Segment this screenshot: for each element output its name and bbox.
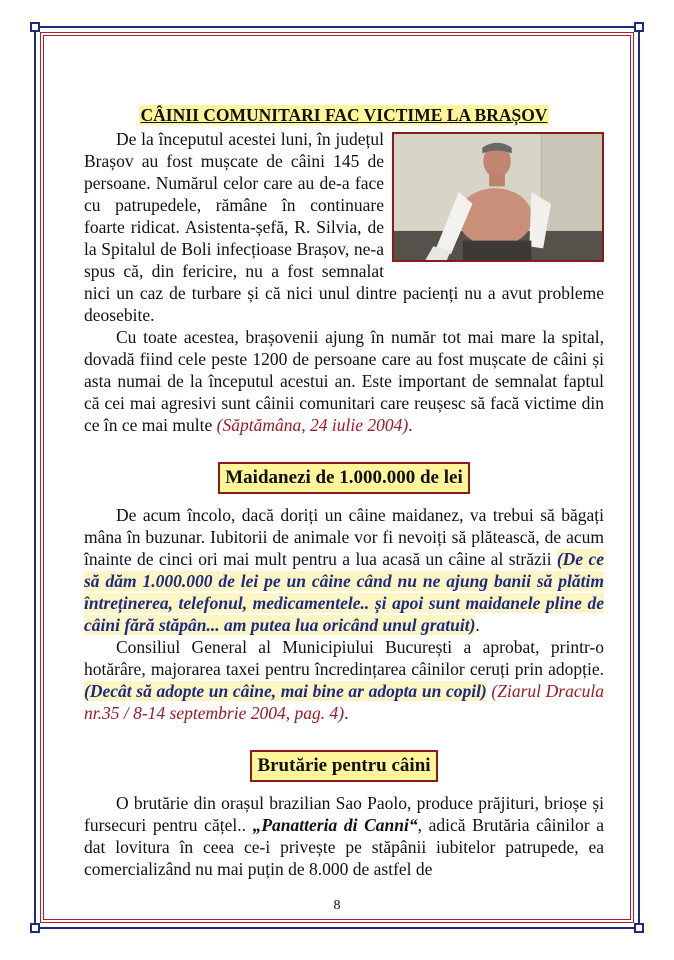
page-content <box>84 104 604 880</box>
man-bandaged-arms-photo <box>392 132 604 262</box>
article1-paragraph-1: De la începutul acestei luni, în județul Brașov au fost mușcate de câini 145 de persoane. Numărul celor care au de-a face cu patrupedele, rămâne în continuare foarte ridicat. Asistenta-șefă, R. Silvia, de la Spitalul de Boli infecțioase Brașov, ne-a spus că, din fericire, nu a fost semnalat nici un caz de turbare și că nici unul dintre pacienți nu a avut probleme deosebite. <box>84 129 604 325</box>
page-number: 8 <box>333 898 341 913</box>
article1-citation: (Săptămâna, 24 iulie 2004) <box>216 415 409 435</box>
article2-paragraph-1: De acum încolo, dacă doriți un câine maidanez, va trebui să băgați mâna în buzunar. Iubitorii de animale vor fi nevoiți să plătească, de acum înainte de cinci ori mai mult pentru a lua acasă un câine al străzii (De ce să dăm 1.000.000 de lei pe un câine când nu ne ajung banii să plătim întreținerea, telefonul, medicamentele.. și apoi sunt maidanele pline de câini fără stăpân... am putea lua oricând unul gratuit). <box>84 505 604 635</box>
bakery-name: „Panatteria di Canni“ <box>252 815 418 835</box>
article3-title-wrap <box>84 750 604 782</box>
article2-citation: (Ziarul Dracula nr.35 / 8-14 septembrie 2004, pag. 4) <box>84 681 604 723</box>
frame-corner <box>634 923 644 933</box>
frame-corner <box>634 22 644 32</box>
photo-illustration <box>394 134 602 260</box>
article2-paragraph-2: Consiliul General al Municipiului București a aprobat, printr-o hotărâre, majorarea taxei pentru încredințarea câinilor ceruți prin adopție. (Decât să adopte un câine, mai bine ar adopta un copil) (Ziarul Dracula nr.35 / 8-14 septembrie 2004, pag. 4). <box>84 637 604 723</box>
article2-quote-1: (De ce să dăm 1.000.000 de lei pe un câine când nu ne ajung banii să plătim întreținerea, telefonul, medicamentele.. și apoi sunt maidanele pline de câini fără stăpân... am putea lua oricând unul gratuit) <box>84 549 604 635</box>
article3-title: Brutărie pentru câini <box>250 750 437 782</box>
frame-corner <box>30 923 40 933</box>
article2-quote-2: (Decât să adopte un câine, mai bine ar adopta un copil) <box>84 681 487 701</box>
article3-paragraph-1: O brutărie din orașul brazilian Sao Paolo, produce prăjituri, brioșe și fursecuri pentru cățel.. „Panatteria di Canni“, adică Brutăria câinilor a dat lovitura în ceea ce-i privește pe stăpânii iubitelor patrupede, ea comercializând nu mai puțin de 8.000 de astfel de <box>84 793 604 879</box>
article2-title: Maidanezi de 1.000.000 de lei <box>218 462 469 494</box>
article2-title-wrap <box>84 462 604 494</box>
article1-title: CÂINII COMUNITARI FAC VICTIME LA BRAȘOV <box>140 105 548 125</box>
frame-corner <box>30 22 40 32</box>
article1-paragraph-2: Cu toate acestea, brașovenii ajung în număr tot mai mare la spital, dovadă fiind cele peste 1200 de persoane care au fost mușcate de câini și asta numai de la începutul acestui an. Este important de semnalat faptul că cei mai agresivi sunt câinii comunitari care reușesc să facă victime din ce în ce mai multe (Săptămâna, 24 iulie 2004). <box>84 327 604 435</box>
